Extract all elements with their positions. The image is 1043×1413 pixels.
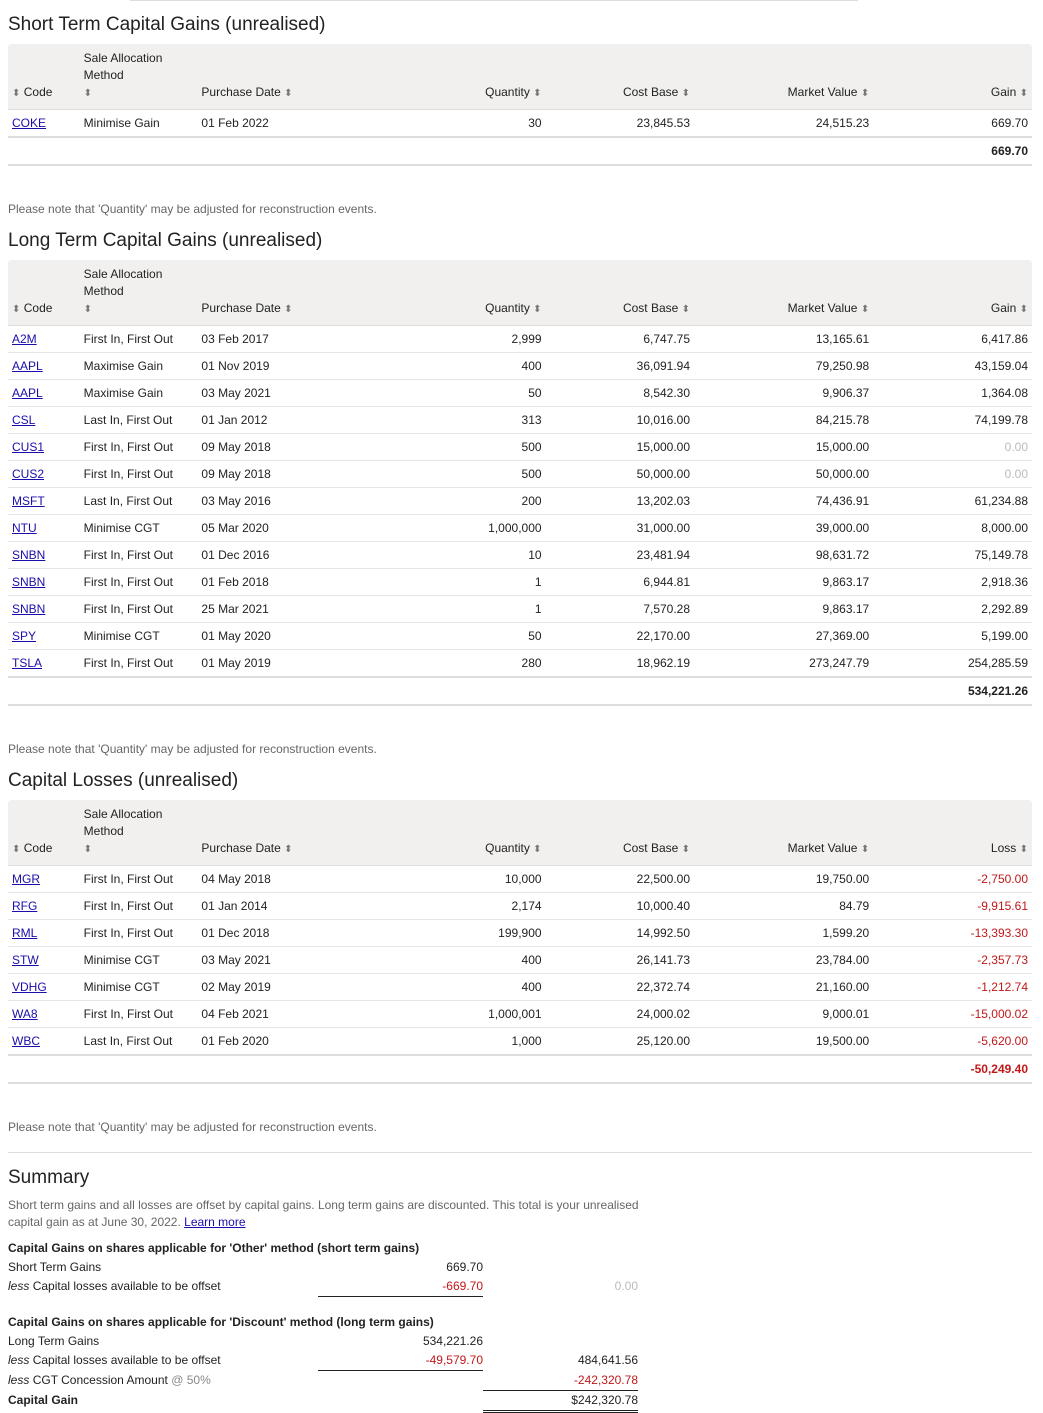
cell-date: 09 May 2018 [197, 461, 443, 488]
cell-cost: 24,000.02 [546, 1001, 694, 1028]
column-header-qty[interactable] [443, 260, 545, 326]
holdings-table [8, 44, 1032, 166]
other-method-heading: Capital Gains on shares applicable for 'Other' method (short term gains) [8, 1241, 420, 1255]
cell-cost: 31,000.00 [546, 515, 694, 542]
stock-code-link[interactable]: RML [12, 926, 38, 940]
sort-icon: ⬍ [681, 88, 691, 99]
cell-gain: 43,159.04 [873, 353, 1032, 380]
table-row [8, 974, 1032, 1001]
cell-cost: 6,747.75 [546, 326, 694, 353]
cell-mv: 23,784.00 [694, 947, 873, 974]
cell-cost: 14,992.50 [546, 920, 694, 947]
cell-mv: 9,863.17 [694, 569, 873, 596]
cell-gain: -2,750.00 [873, 866, 1032, 893]
column-label: Code [23, 85, 53, 99]
sort-icon: ⬍ [12, 88, 21, 99]
stock-code-link[interactable]: SNBN [12, 602, 46, 616]
cell-gain: 254,285.59 [873, 650, 1032, 678]
table-row [8, 1001, 1032, 1028]
cell-date: 05 Mar 2020 [197, 515, 443, 542]
stock-code-link[interactable]: SPY [12, 629, 37, 643]
sort-icon: ⬍ [284, 844, 293, 855]
cell-mv: 9,000.01 [694, 1001, 873, 1028]
table-row [8, 542, 1032, 569]
cell-method: Maximise Gain [80, 380, 198, 407]
column-label: Gain [990, 301, 1017, 315]
cell-cost: 8,542.30 [546, 380, 694, 407]
table-row [8, 893, 1032, 920]
cell-gain: 75,149.78 [873, 542, 1032, 569]
stock-code-link[interactable]: AAPL [12, 359, 43, 373]
total-row [8, 1055, 1032, 1083]
cell-method: Minimise CGT [80, 974, 198, 1001]
cell-date: 01 Dec 2018 [197, 920, 443, 947]
column-header-cost[interactable] [546, 260, 694, 326]
column-label: Purchase Date [201, 85, 281, 99]
lt-net-value: 484,641.56 [577, 1353, 638, 1367]
cell-mv: 84.79 [694, 893, 873, 920]
cell-date: 04 Feb 2021 [197, 1001, 443, 1028]
cell-gain: -9,915.61 [873, 893, 1032, 920]
cell-method: First In, First Out [80, 434, 198, 461]
less-text: less [8, 1373, 30, 1387]
cell-cost: 25,120.00 [546, 1028, 694, 1056]
cell-mv: 98,631.72 [694, 542, 873, 569]
section-title: Capital Losses (unrealised) [8, 770, 239, 791]
st-offset-value: -669.70 [318, 1277, 483, 1297]
cell-qty: 200 [443, 488, 545, 515]
column-header-mv[interactable] [694, 260, 873, 326]
cell-cost: 15,000.00 [546, 434, 694, 461]
section-title: Long Term Capital Gains (unrealised) [8, 230, 323, 251]
cell-date: 01 Jan 2014 [197, 893, 443, 920]
stock-code-link[interactable]: A2M [12, 332, 37, 346]
cell-qty: 313 [443, 407, 545, 434]
sort-icon: ⬍ [533, 88, 542, 99]
sort-icon: ⬍ [83, 304, 93, 315]
cell-gain: 61,234.88 [873, 488, 1032, 515]
concession-label [8, 1371, 318, 1391]
sort-icon: ⬍ [12, 844, 21, 855]
cell-method: First In, First Out [80, 1001, 198, 1028]
cell-mv: 19,750.00 [694, 866, 873, 893]
cell-gain: 2,918.36 [873, 569, 1032, 596]
sort-icon: ⬍ [1019, 88, 1028, 99]
column-header-date[interactable] [197, 800, 443, 866]
column-label: Gain [990, 85, 1017, 99]
cell-date: 03 May 2021 [197, 380, 443, 407]
cell-mv: 84,215.78 [694, 407, 873, 434]
lt-offset-value: -49,579.70 [318, 1351, 483, 1371]
cell-qty: 10,000 [443, 866, 545, 893]
stock-code-link[interactable]: RFG [12, 899, 38, 913]
cell-mv: 15,000.00 [694, 434, 873, 461]
column-header-gain[interactable] [873, 44, 1032, 110]
cell-method: Minimise Gain [80, 110, 198, 138]
discount-method-heading: Capital Gains on shares applicable for 'Discount' method (long term gains) [8, 1315, 434, 1329]
cell-method: Minimise CGT [80, 947, 198, 974]
cell-date: 01 Feb 2018 [197, 569, 443, 596]
section-title: Short Term Capital Gains (unrealised) [8, 14, 326, 35]
cell-mv: 9,906.37 [694, 380, 873, 407]
column-label: Quantity [485, 85, 530, 99]
column-label: Quantity [485, 301, 530, 315]
table-row [8, 380, 1032, 407]
cell-cost: 50,000.00 [546, 461, 694, 488]
stock-code-link[interactable]: SNBN [12, 575, 46, 589]
cell-mv: 74,436.91 [694, 488, 873, 515]
cell-cost: 22,170.00 [546, 623, 694, 650]
cell-cost: 23,845.53 [546, 110, 694, 138]
column-label: Sale Allocation Method [83, 807, 163, 838]
column-label: Purchase Date [201, 841, 281, 855]
cell-qty: 1 [443, 596, 545, 623]
cell-qty: 400 [443, 353, 545, 380]
cell-date: 01 Feb 2020 [197, 1028, 443, 1056]
quantity-note: Please note that 'Quantity' may be adjusted for reconstruction events. [8, 1120, 377, 1134]
table-row [8, 488, 1032, 515]
cell-date: 01 Nov 2019 [197, 353, 443, 380]
short-term-summary [8, 1258, 1032, 1297]
cell-qty: 280 [443, 650, 545, 678]
cell-method: First In, First Out [80, 542, 198, 569]
cell-gain: -15,000.02 [873, 1001, 1032, 1028]
st-offset-label [8, 1277, 318, 1297]
holdings-table [8, 800, 1032, 1084]
cell-cost: 6,944.81 [546, 569, 694, 596]
cell-qty: 500 [443, 434, 545, 461]
cell-mv: 13,165.61 [694, 326, 873, 353]
cell-gain: -13,393.30 [873, 920, 1032, 947]
sort-icon: ⬍ [1019, 844, 1028, 855]
table-row [8, 434, 1032, 461]
stock-code-link[interactable]: STW [12, 953, 39, 967]
cell-gain: 2,292.89 [873, 596, 1032, 623]
cell-method: Minimise CGT [80, 515, 198, 542]
cell-date: 01 May 2019 [197, 650, 443, 678]
column-header-cost[interactable] [546, 800, 694, 866]
losses-section [8, 756, 1032, 1134]
cell-qty: 10 [443, 542, 545, 569]
cell-gain: 5,199.00 [873, 623, 1032, 650]
column-header-code[interactable] [8, 800, 80, 866]
cell-cost: 26,141.73 [546, 947, 694, 974]
cell-mv: 27,369.00 [694, 623, 873, 650]
cell-gain: 0.00 [873, 434, 1032, 461]
cell-method: Last In, First Out [80, 1028, 198, 1056]
table-row [8, 326, 1032, 353]
column-label: Code [23, 301, 53, 315]
less-text: less [8, 1353, 30, 1367]
offset-label: Capital losses available to be offset [32, 1279, 221, 1293]
concession-rate: @ 50% [171, 1373, 211, 1387]
cell-qty: 30 [443, 110, 545, 138]
column-header-code[interactable] [8, 260, 80, 326]
stock-code-link[interactable]: SNBN [12, 548, 46, 562]
cell-cost: 36,091.94 [546, 353, 694, 380]
st-net-value: 0.00 [614, 1279, 638, 1293]
concession-text: CGT Concession Amount [32, 1373, 168, 1387]
table-row [8, 596, 1032, 623]
column-label: Loss [990, 841, 1017, 855]
cell-qty: 2,999 [443, 326, 545, 353]
cell-date: 02 May 2019 [197, 974, 443, 1001]
column-label: Sale Allocation Method [83, 51, 163, 82]
column-header-gain[interactable] [873, 260, 1032, 326]
table-row [8, 650, 1032, 678]
cell-method: Minimise CGT [80, 623, 198, 650]
cell-method: First In, First Out [80, 893, 198, 920]
cell-mv: 79,250.98 [694, 353, 873, 380]
table-row [8, 623, 1032, 650]
cell-gain: -2,357.73 [873, 947, 1032, 974]
sort-icon: ⬍ [860, 88, 870, 99]
sort-icon: ⬍ [533, 304, 542, 315]
long-term-section [8, 216, 1032, 756]
capital-gain-label: Capital Gain [8, 1393, 79, 1407]
cell-gain: 74,199.78 [873, 407, 1032, 434]
cell-qty: 1 [443, 569, 545, 596]
column-header-qty[interactable] [443, 800, 545, 866]
cell-qty: 199,900 [443, 920, 545, 947]
stock-code-link[interactable]: CUS2 [12, 467, 45, 481]
column-header-code[interactable] [8, 44, 80, 110]
cell-qty: 50 [443, 623, 545, 650]
cell-mv: 24,515.23 [694, 110, 873, 138]
table-row [8, 569, 1032, 596]
table-row [8, 407, 1032, 434]
cell-mv: 19,500.00 [694, 1028, 873, 1056]
cell-mv: 273,247.79 [694, 650, 873, 678]
holdings-table [8, 260, 1032, 706]
cell-gain: 6,417.86 [873, 326, 1032, 353]
cell-method: Last In, First Out [80, 488, 198, 515]
table-row [8, 353, 1032, 380]
cell-gain: -1,212.74 [873, 974, 1032, 1001]
sort-icon: ⬍ [681, 844, 691, 855]
cell-date: 01 Feb 2022 [197, 110, 443, 138]
total-value: 534,221.26 [873, 677, 1032, 705]
sort-icon: ⬍ [83, 844, 93, 855]
sort-icon: ⬍ [12, 304, 21, 315]
stock-code-link[interactable]: AAPL [12, 386, 43, 400]
sort-icon: ⬍ [284, 88, 293, 99]
cell-method: First In, First Out [80, 866, 198, 893]
sort-icon: ⬍ [533, 844, 542, 855]
stock-code-link[interactable]: TSLA [12, 656, 43, 670]
cell-date: 04 May 2018 [197, 866, 443, 893]
cell-cost: 22,372.74 [546, 974, 694, 1001]
less-text: less [8, 1279, 30, 1293]
st-value: 669.70 [446, 1260, 483, 1274]
cell-date: 01 Jan 2012 [197, 407, 443, 434]
stock-code-link[interactable]: WA8 [12, 1007, 38, 1021]
cell-gain: 0.00 [873, 461, 1032, 488]
quantity-note: Please note that 'Quantity' may be adjusted for reconstruction events. [8, 742, 377, 756]
cell-method: Maximise Gain [80, 353, 198, 380]
cell-mv: 50,000.00 [694, 461, 873, 488]
cell-gain: 1,364.08 [873, 380, 1032, 407]
capital-gain-value: $242,320.78 [483, 1391, 638, 1413]
table-row [8, 1028, 1032, 1056]
column-label: Cost Base [622, 85, 679, 99]
cell-method: First In, First Out [80, 461, 198, 488]
column-label: Cost Base [622, 841, 679, 855]
st-label: Short Term Gains [8, 1260, 102, 1274]
table-row [8, 866, 1032, 893]
column-header-method[interactable] [80, 260, 198, 326]
lt-value: 534,221.26 [422, 1334, 483, 1348]
column-label: Market Value [787, 841, 858, 855]
cell-method: First In, First Out [80, 650, 198, 678]
lt-offset-label [8, 1351, 318, 1371]
cell-cost: 10,000.40 [546, 893, 694, 920]
cell-qty: 400 [443, 947, 545, 974]
stock-code-link[interactable]: CUS1 [12, 440, 45, 454]
stock-code-link[interactable]: COKE [12, 116, 47, 130]
sort-icon: ⬍ [860, 304, 870, 315]
sort-icon: ⬍ [1019, 304, 1028, 315]
cell-qty: 1,000 [443, 1028, 545, 1056]
cell-gain: 669.70 [873, 110, 1032, 138]
column-label: Code [23, 841, 53, 855]
column-header-cost[interactable] [546, 44, 694, 110]
column-header-qty[interactable] [443, 44, 545, 110]
total-row [8, 677, 1032, 705]
cell-date: 09 May 2018 [197, 434, 443, 461]
cell-method: Last In, First Out [80, 407, 198, 434]
summary-text: Short term gains and all losses are offset by capital gains. Long term gains are discounted. This total is your unrealised capital gain as at June 30, 2022. [8, 1198, 639, 1229]
concession-value: -242,320.78 [483, 1371, 638, 1391]
cell-mv: 9,863.17 [694, 596, 873, 623]
column-header-date[interactable] [197, 260, 443, 326]
column-label: Market Value [787, 85, 858, 99]
stock-code-link[interactable]: VDHG [12, 980, 47, 994]
table-row [8, 461, 1032, 488]
stock-code-link[interactable]: CSL [12, 413, 36, 427]
column-header-method[interactable] [80, 44, 198, 110]
table-row [8, 920, 1032, 947]
cell-cost: 23,481.94 [546, 542, 694, 569]
table-row [8, 947, 1032, 974]
offset-label: Capital losses available to be offset [32, 1353, 221, 1367]
column-header-date[interactable] [197, 44, 443, 110]
table-row [8, 515, 1032, 542]
column-label: Cost Base [622, 301, 679, 315]
sort-icon: ⬍ [860, 844, 870, 855]
lt-label: Long Term Gains [8, 1334, 100, 1348]
cell-mv: 39,000.00 [694, 515, 873, 542]
long-term-summary [8, 1332, 1032, 1413]
cell-cost: 7,570.28 [546, 596, 694, 623]
column-header-gain[interactable] [873, 800, 1032, 866]
cell-date: 03 Feb 2017 [197, 326, 443, 353]
stock-code-link[interactable]: WBC [12, 1034, 40, 1048]
stock-code-link[interactable]: MSFT [12, 494, 45, 508]
column-header-method[interactable] [80, 800, 198, 866]
cell-date: 25 Mar 2021 [197, 596, 443, 623]
column-header-mv[interactable] [694, 44, 873, 110]
column-label: Market Value [787, 301, 858, 315]
quantity-note: Please note that 'Quantity' may be adjusted for reconstruction events. [8, 202, 377, 216]
total-row [8, 137, 1032, 165]
sort-icon: ⬍ [83, 88, 93, 99]
cell-mv: 1,599.20 [694, 920, 873, 947]
column-header-mv[interactable] [694, 800, 873, 866]
cell-qty: 1,000,001 [443, 1001, 545, 1028]
cell-date: 01 May 2020 [197, 623, 443, 650]
cell-gain: 8,000.00 [873, 515, 1032, 542]
learn-more-link[interactable]: Learn more [184, 1215, 246, 1229]
summary-description [8, 1197, 668, 1231]
cell-qty: 50 [443, 380, 545, 407]
cell-method: First In, First Out [80, 569, 198, 596]
cell-qty: 500 [443, 461, 545, 488]
sort-icon: ⬍ [681, 304, 691, 315]
cell-gain: -5,620.00 [873, 1028, 1032, 1056]
summary-title: Summary [8, 1167, 90, 1188]
cell-cost: 13,202.03 [546, 488, 694, 515]
stock-code-link[interactable]: MGR [12, 872, 40, 886]
cell-date: 03 May 2016 [197, 488, 443, 515]
cell-cost: 10,016.00 [546, 407, 694, 434]
cell-method: First In, First Out [80, 326, 198, 353]
total-value: 669.70 [873, 137, 1032, 165]
cell-cost: 18,962.19 [546, 650, 694, 678]
cell-date: 01 Dec 2016 [197, 542, 443, 569]
cell-qty: 2,174 [443, 893, 545, 920]
sort-icon: ⬍ [284, 304, 293, 315]
column-label: Sale Allocation Method [83, 267, 163, 298]
total-value: -50,249.40 [873, 1055, 1032, 1083]
cell-qty: 1,000,000 [443, 515, 545, 542]
cell-method: First In, First Out [80, 920, 198, 947]
cell-date: 03 May 2021 [197, 947, 443, 974]
short-term-section [8, 0, 1032, 216]
table-row [8, 110, 1032, 138]
cell-method: First In, First Out [80, 596, 198, 623]
cell-mv: 21,160.00 [694, 974, 873, 1001]
column-label: Purchase Date [201, 301, 281, 315]
stock-code-link[interactable]: NTU [12, 521, 37, 535]
cell-qty: 400 [443, 974, 545, 1001]
column-label: Quantity [485, 841, 530, 855]
cell-cost: 22,500.00 [546, 866, 694, 893]
